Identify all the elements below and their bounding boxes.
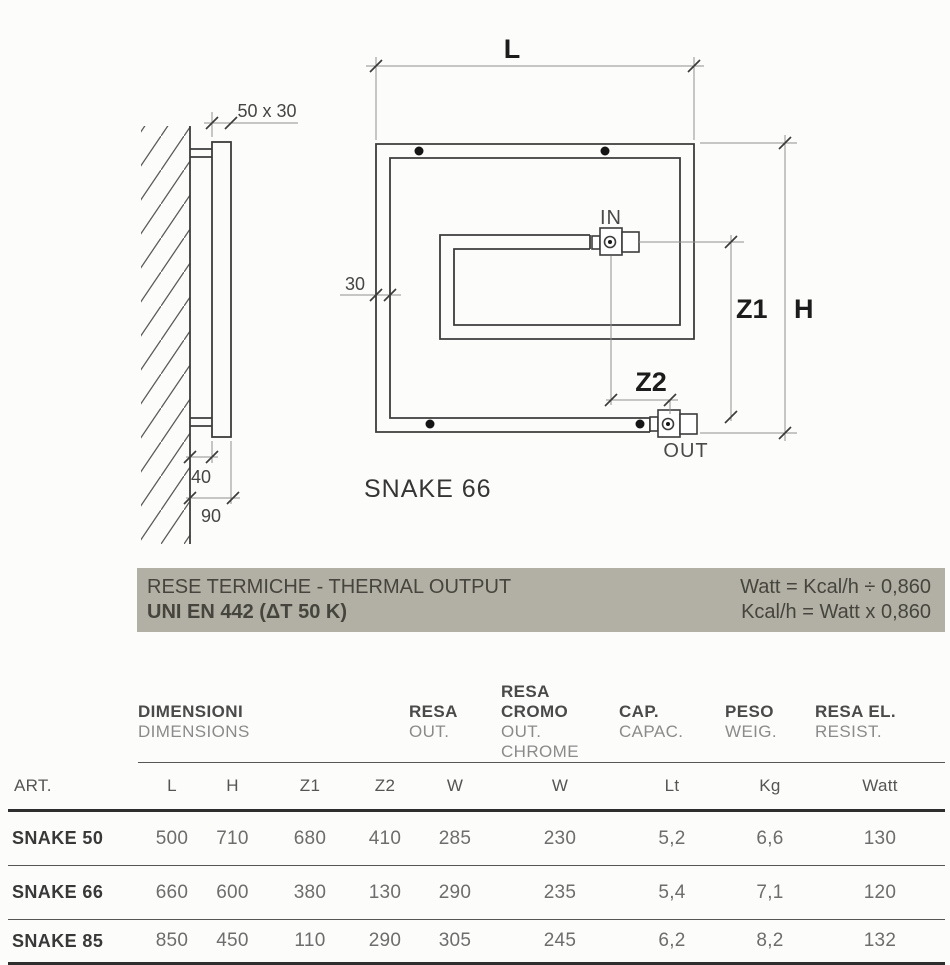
row-art: SNAKE 50: [8, 811, 138, 866]
front-view: [340, 34, 814, 462]
dim-bracket-label: 50 x 30: [237, 101, 297, 121]
dim-90-label: 90: [200, 506, 222, 526]
banner-title-line1: RESE TERMICHE - THERMAL OUTPUT: [147, 576, 512, 598]
group-header-electric: RESA EL. RESIST.: [815, 682, 945, 763]
group-header-resa: RESA OUT.: [409, 682, 501, 763]
col-art: ART.: [8, 763, 138, 811]
mount-dot: [426, 420, 435, 429]
col-watt: Watt: [815, 763, 945, 811]
banner-title-line2: UNI EN 442 (ΔT 50 K): [147, 601, 347, 623]
inlet-valve: [592, 228, 639, 255]
mount-dot: [415, 147, 424, 156]
dim-40-label: 40: [190, 467, 212, 487]
inlet-label: IN: [600, 207, 622, 229]
dim-z2-label: Z2: [635, 367, 667, 397]
radiator-profile: [212, 142, 231, 437]
table-row: SNAKE 85 850 450 110 290 305 245 6,2 8,2 132: [8, 920, 945, 964]
dim-tube-width-label: 30: [344, 274, 366, 294]
outlet-valve: [650, 410, 697, 437]
outlet-label: OUT: [663, 440, 709, 462]
mount-dot: [636, 420, 645, 429]
col-w-chrome: W: [501, 763, 619, 811]
col-z1: Z1: [259, 763, 361, 811]
col-l: L: [138, 763, 206, 811]
dim-height-label: H: [794, 294, 814, 324]
col-kg: Kg: [725, 763, 815, 811]
row-art: SNAKE 85: [8, 920, 138, 964]
wall-hatching: [141, 126, 190, 544]
group-header-resa-cromo: RESA CROMO OUT. CHROME: [501, 682, 619, 763]
banner-formulas: [740, 575, 931, 625]
banner-formula-line1: Watt = Kcal/h ÷ 0,860: [740, 576, 931, 598]
top-bracket: [190, 149, 212, 157]
dim-length-label: L: [503, 34, 521, 64]
mount-dot: [601, 147, 610, 156]
group-header-capacity: CAP. CAPAC.: [619, 682, 725, 763]
thermal-output-banner: [137, 568, 945, 632]
banner-title: [147, 575, 511, 625]
col-w: W: [409, 763, 501, 811]
side-view: [141, 101, 298, 544]
table-row: SNAKE 66 660 600 380 130 290 235 5,4 7,1 120: [8, 866, 945, 920]
group-header-dimensions: DIMENSIONI DIMENSIONS: [138, 682, 409, 763]
spec-table: [8, 682, 945, 965]
table-column-header-row: [8, 763, 945, 811]
col-lt: Lt: [619, 763, 725, 811]
col-z2: Z2: [361, 763, 409, 811]
row-art: SNAKE 66: [8, 866, 138, 920]
model-label: SNAKE 66: [364, 475, 492, 503]
table-row: SNAKE 50 500 710 680 410 285 230 5,2 6,6 130: [8, 811, 945, 866]
group-header-weight: PESO WEIG.: [725, 682, 815, 763]
banner-formula-line2: Kcal/h = Watt x 0,860: [741, 601, 931, 623]
col-h: H: [206, 763, 259, 811]
table-group-header-row: [8, 682, 945, 763]
dim-z1-label: Z1: [736, 294, 768, 324]
bottom-bracket: [190, 418, 212, 426]
